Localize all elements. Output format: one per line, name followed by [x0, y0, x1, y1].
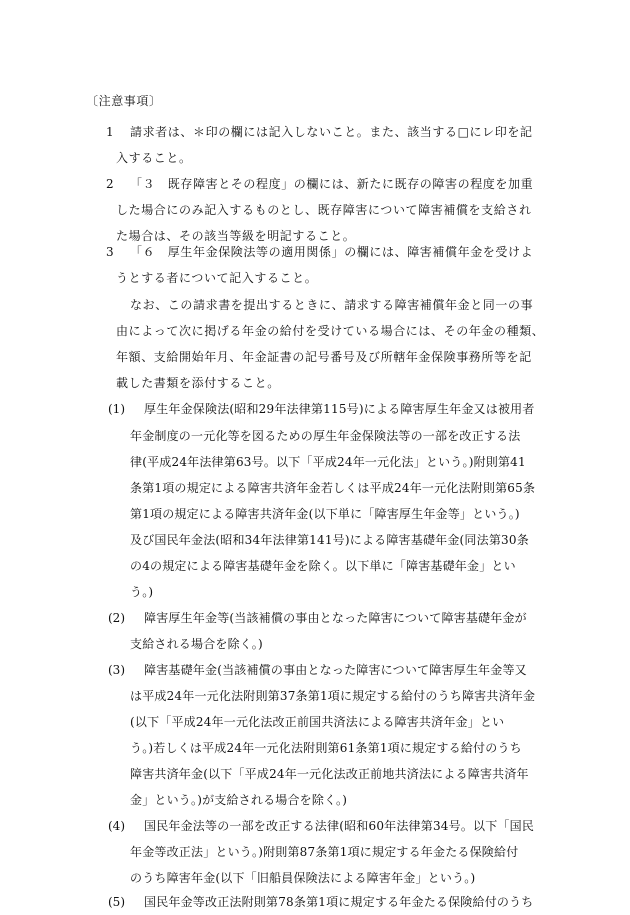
- note-3-line: うとする者について記入すること。: [116, 271, 318, 285]
- item-3-line: (以下「平成24年一元化法改正前国共済法による障害共済年金」とい: [130, 715, 505, 729]
- item-2-line: 障害厚生年金等(当該補償の事由となった障害について障害基礎年金が: [144, 611, 527, 625]
- item-2-line: 支給される場合を除く。): [130, 637, 263, 651]
- note-2-line: した場合にのみ記入するものとし、既存障害について障害補償を支給され: [116, 203, 532, 217]
- item-3-line: う。)若しくは平成24年一元化法附則第61条第1項に規定する給付のうち: [130, 741, 522, 755]
- item-1-line: の4の規定による障害基礎年金を除く。以下単に「障害基礎年金」とい: [130, 559, 516, 573]
- item-1-number: (1): [108, 402, 125, 416]
- item-4-number: (4): [108, 819, 125, 833]
- item-1-line: 年金制度の一元化等を図るための厚生年金保険法等の一部を改正する法: [130, 429, 521, 443]
- item-1-line: 律(平成24年法律第63号。以下「平成24年一元化法」という。)附則第41: [130, 455, 526, 469]
- note-3-paragraph-line: 年額、支給開始年月、年金証書の記号番号及び所轄年金保険事務所等を記: [116, 350, 532, 364]
- item-3-line: 障害基礎年金(当該補償の事由となった障害について障害厚生年金等又: [144, 663, 527, 677]
- note-3-paragraph-line: 由によって次に掲げる年金の給付を受けている場合には、その年金の種類、: [116, 324, 545, 338]
- item-4-line: 年金等改正法」という。)附則第87条第1項に規定する年金たる保険給付: [130, 845, 519, 859]
- note-1-line: 請求者は、＊印の欄には記入しないこと。また、該当する□にレ印を記: [130, 125, 533, 139]
- item-3-line: は平成24年一元化法附則第37条第1項に規定する給付のうち障害共済年金: [130, 689, 536, 703]
- item-3-line: 金」という。)が支給される場合を除く。): [130, 793, 348, 807]
- item-2-number: (2): [108, 611, 125, 625]
- item-5-line: 国民年金等改正法附則第78条第1項に規定する年金たる保険給付のうち: [144, 895, 534, 909]
- note-1-number: 1: [106, 125, 114, 139]
- item-1-line: 第1項の規定による障害共済年金(以下単に「障害厚生年金等」という。): [130, 507, 520, 521]
- item-3-line: 障害共済年金(以下「平成24年一元化法改正前地共済法による障害共済年: [130, 767, 529, 781]
- item-3-number: (3): [108, 663, 125, 677]
- note-2-line: 「３ 既存障害とその程度」の欄には、新たに既存の障害の程度を加重: [130, 177, 534, 191]
- item-4-line: のうち障害年金(以下「旧船員保険法による障害年金」という。): [130, 871, 476, 885]
- item-1-line: 及び国民年金法(昭和34年法律第141号)による障害基礎年金(同法第30条: [130, 533, 529, 547]
- item-4-line: 国民年金法等の一部を改正する法律(昭和60年法律第34号。以下「国民: [144, 819, 535, 833]
- note-3-paragraph-line: 載した書類を添付すること。: [116, 376, 280, 390]
- note-1-line: 入すること。: [116, 151, 192, 165]
- item-1-line: う。): [130, 585, 154, 599]
- note-2-line: た場合は、その該当等級を明記すること。: [116, 229, 356, 243]
- item-1-line: 厚生年金保険法(昭和29年法律第115号)による障害厚生年金又は被用者: [144, 402, 535, 416]
- note-2-number: 2: [106, 177, 114, 191]
- note-3-paragraph-line: なお、この請求書を提出するときに、請求する障害補償年金と同一の事: [130, 298, 534, 312]
- note-3-line: 「６ 厚生年金保険法等の適用関係」の欄には、障害補償年金を受けよ: [130, 245, 534, 259]
- item-1-line: 条第1項の規定による障害共済年金若しくは平成24年一元化法附則第65条: [130, 481, 536, 495]
- notes-heading: 〔注意事項〕: [86, 94, 162, 108]
- item-5-number: (5): [108, 895, 125, 909]
- note-3-number: 3: [106, 245, 114, 259]
